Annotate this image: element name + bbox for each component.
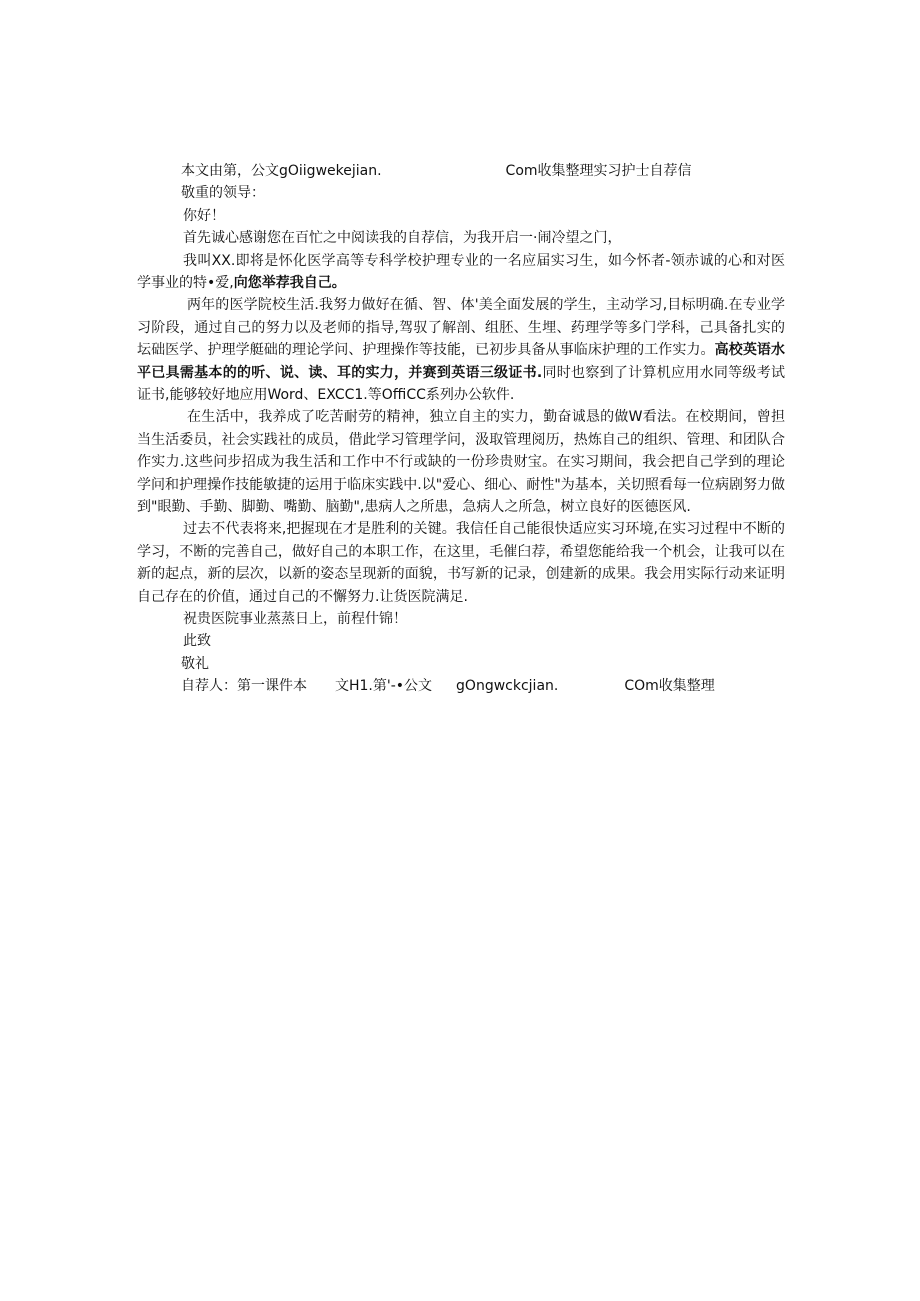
greeting: 你好！: [183, 207, 225, 224]
signature-line: [137, 675, 785, 697]
document-page: [137, 160, 785, 698]
self-intro-emphasis: 向您举荐我自己。: [233, 274, 346, 291]
internship-text: 在实习期间，我会把自己学到的理论学问和护理操作技能敏捷的运用于临床实践中.以"爱心、细心、耐性"为基本，关切照看每一位病剧努力做到"眼勤、手勤、脚勤、嘴勤、脑勤",患病人之所患，急病人之所急，树立良好的医德医风.: [137, 454, 785, 516]
header-source-text: 本文由第，公文gOiigwekejian.: [181, 163, 382, 179]
signature-name: 自荐人：第一课件本: [181, 678, 307, 695]
study-paragraph: [137, 294, 785, 406]
future-commitment-text: 我会用实际行动来证明自己存在的价值，通过自己的不懈努力.让货医院满足.: [137, 566, 786, 605]
study-computer-text: 同时也察到了计算机应用水同等级考试证书,能够较好地应用Word、EXCC1.等OffiCC系列办公软件.: [137, 364, 785, 403]
closing-cizhi: 此致: [183, 633, 211, 650]
study-english-text: 高校英语水平已具需基本的的听、说、读、耳的实力，并赛到英语三级证书.: [137, 342, 786, 381]
signature-site: gOngwckcjian.: [456, 678, 559, 695]
header-title-text: Com收集整理实习护士自荐信: [505, 163, 692, 179]
salutation: 敬重的领导：: [181, 185, 265, 202]
study-text: 两年的医学院校生活.我努力做好在循、智、体'美全面发展的学生，主动学习,目标明确.在专业学习阶段，通过自己的努力以及老师的指导,驾驭了解剖、组胚、生埋、药理学等多门学科，己具备扎实的坛础医学、护理学艇础的理论学问、护理操作等技能，已初步具备从事临床护理的工作实力。: [137, 297, 785, 359]
document-header: [137, 160, 785, 182]
life-text: 在生活中，我养成了吃苦耐劳的精神，独立自主的实力，勤奋诚恳的做W看法。在校期间，曾担当生活委员，社会实践社的成员，借此学习管理学问，汲取管理阅历，热炼自己的组织、管理、和团队合作实力.这些问步招成为我生活和工作中不行或缺的一份珍贵财宝。: [137, 409, 785, 471]
self-intro-text: 我叫XX.即将是怀化医学高等专科学校护理专业的一名应届实习生，如今怀者-领赤诚的心和对医学事业的特•爱,: [137, 252, 785, 291]
closing-jingli: 敬礼: [181, 655, 209, 672]
future-paragraph: [137, 518, 785, 608]
future-text: 过去不代表将来,把握现在才是胜利的关键。我信任自己能很快适应实习环境,在实习过程中不断的学习，不断的完善自己，做好自己的本职工作，在这里，毛催臼荐，希望您能给我一个机会，让我可以在新的起点，新的层次，以新的姿态呈现新的面貌，书写新的记录，创建新的成果。: [137, 521, 785, 583]
intro-paragraph: 首先诚心感谢您在百忙之中阅读我的自荐信，为我开启一·闹冷望之门，: [183, 230, 622, 247]
self-intro-paragraph: [137, 250, 785, 295]
life-paragraph: [137, 406, 785, 518]
signature-collect: COm收集整理: [624, 678, 715, 695]
wish-line: 祝贵医院事业蒸蒸日上，前程什锦！: [183, 611, 407, 628]
signature-source: 文H1.第'-•公文: [335, 678, 433, 695]
